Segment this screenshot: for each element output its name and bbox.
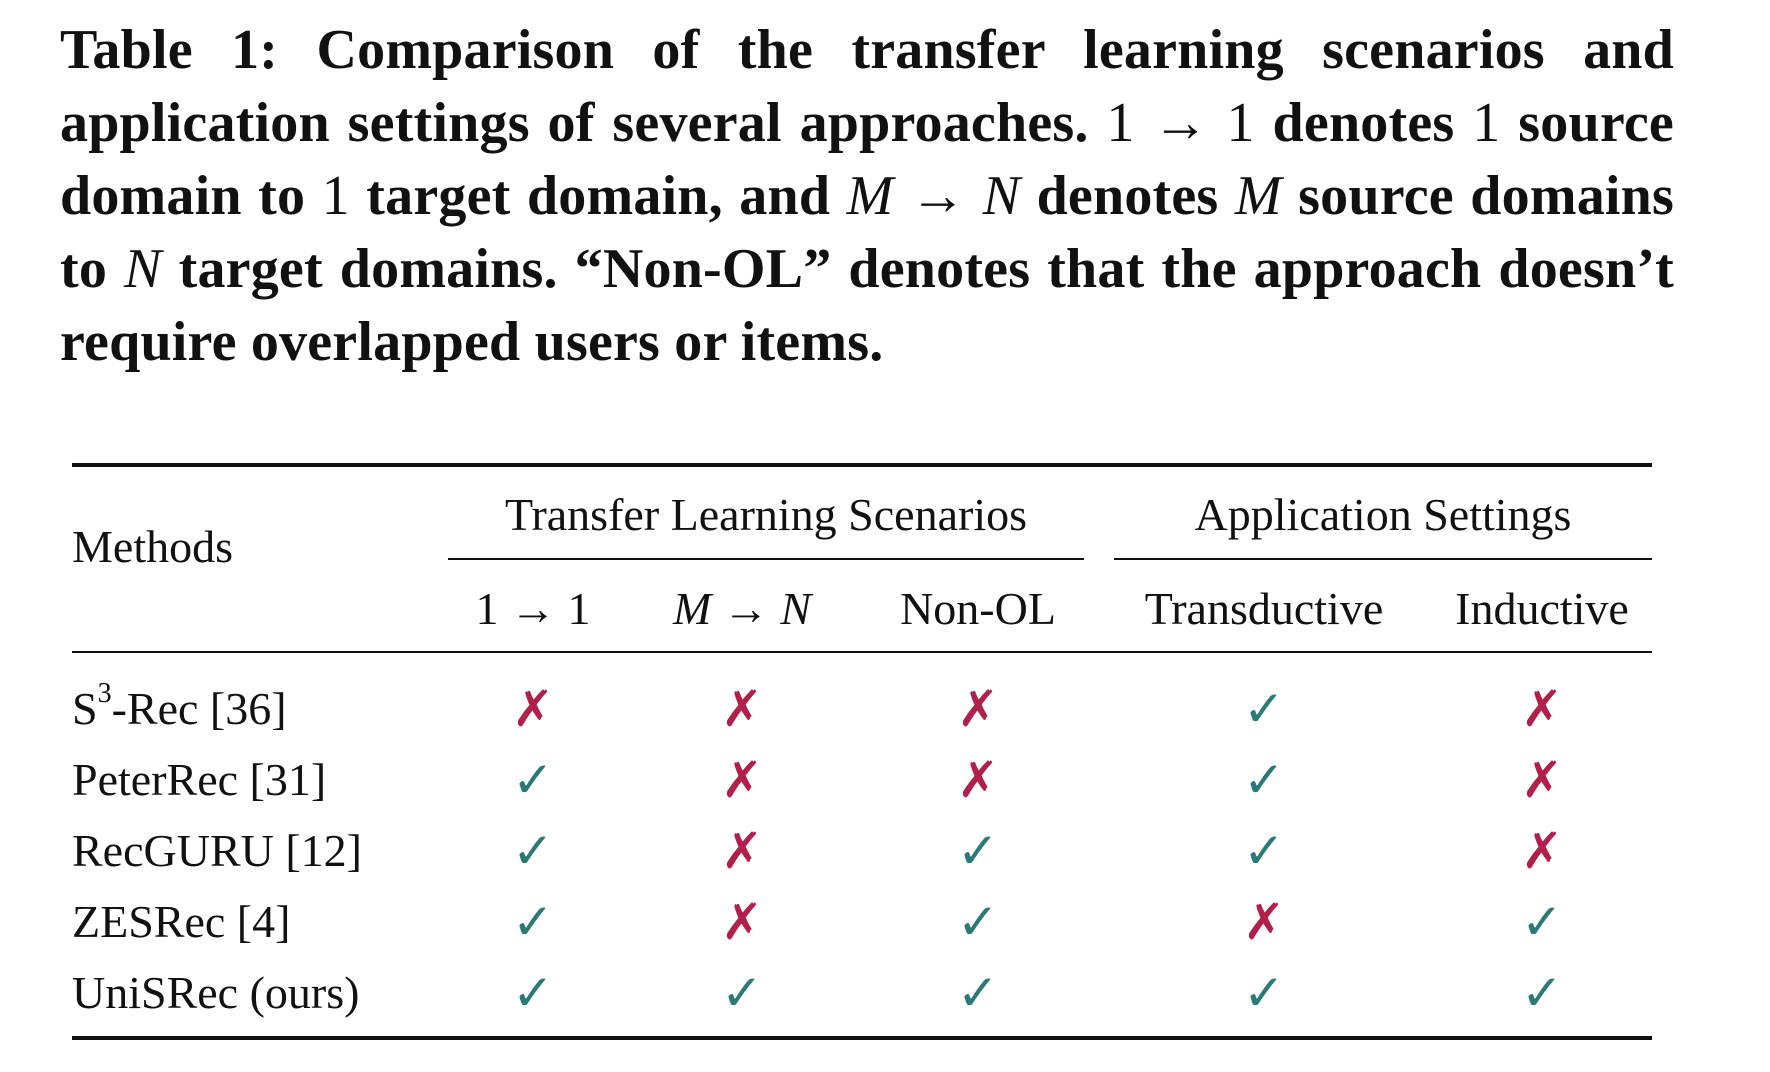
method-s3rec xyxy=(72,677,287,737)
method-peterrec: PeterRec [31] xyxy=(72,754,327,805)
caption-text: target domain, and xyxy=(349,165,847,227)
comparison-table xyxy=(72,463,1652,1043)
caption-text: denotes xyxy=(1254,92,1473,154)
cross-icon: ✗ xyxy=(957,680,999,738)
caption-math: 1 xyxy=(321,165,350,227)
check-icon: ✓ xyxy=(512,964,554,1022)
col-inductive-header: Inductive xyxy=(1455,583,1629,634)
caption-math: N xyxy=(124,238,162,300)
check-icon: ✓ xyxy=(512,822,554,880)
application-settings-header: Application Settings xyxy=(1194,489,1572,540)
check-icon: ✓ xyxy=(1243,751,1285,809)
table-header-rule xyxy=(72,651,1652,653)
check-icon: ✓ xyxy=(1521,893,1563,951)
col-mton-arrow: → xyxy=(711,583,781,634)
cross-icon: ✗ xyxy=(1521,751,1563,809)
transfer-group-rule xyxy=(448,558,1084,560)
check-icon: ✓ xyxy=(957,822,999,880)
method-zesrec: ZESRec [4] xyxy=(72,896,291,947)
table-bottom-rule xyxy=(72,1036,1652,1040)
method-superscript: 3 xyxy=(97,677,112,709)
col-mton-m: M xyxy=(672,583,712,634)
check-icon: ✓ xyxy=(1521,964,1563,1022)
col-nonol-header: Non-OL xyxy=(900,583,1056,634)
col-mton-n: N xyxy=(780,583,811,634)
application-group-rule xyxy=(1114,558,1652,560)
caption-text: denotes xyxy=(1020,165,1235,227)
cross-icon: ✗ xyxy=(957,751,999,809)
methods-header: Methods xyxy=(72,521,233,572)
cross-icon: ✗ xyxy=(1243,893,1285,951)
check-icon: ✓ xyxy=(721,964,763,1022)
cross-icon: ✗ xyxy=(721,680,763,738)
col-transductive-header: Transductive xyxy=(1144,583,1384,634)
method-recguru: RecGURU [12] xyxy=(72,825,362,876)
method-unisrec: UniSRec (ours) xyxy=(72,967,360,1018)
check-icon: ✓ xyxy=(512,751,554,809)
col-1to1-header: 1 → 1 xyxy=(475,583,591,634)
check-icon: ✓ xyxy=(1243,822,1285,880)
caption-text: source domains to xyxy=(60,165,1674,300)
table-top-rule xyxy=(72,463,1652,467)
caption-text: Table 1: Comparison of the transfer learning scenarios and application settings of several approaches. xyxy=(60,19,1674,154)
caption-text: target domains. “Non-OL” denotes that the approach doesn’t require overlapped users or items. xyxy=(60,238,1675,373)
cross-icon: ✗ xyxy=(721,822,763,880)
caption-text: source domain to xyxy=(60,92,1674,227)
col-mton-header xyxy=(632,581,852,637)
check-icon: ✓ xyxy=(957,964,999,1022)
caption-math: M xyxy=(1234,165,1282,227)
cross-icon: ✗ xyxy=(1521,822,1563,880)
check-icon: ✓ xyxy=(957,893,999,951)
caption-math: 1 → 1 xyxy=(1106,92,1255,154)
caption-math: M → N xyxy=(846,165,1021,227)
check-icon: ✓ xyxy=(1243,680,1285,738)
check-icon: ✓ xyxy=(512,893,554,951)
cross-icon: ✗ xyxy=(1521,680,1563,738)
cross-icon: ✗ xyxy=(721,893,763,951)
method-base: S xyxy=(72,683,98,734)
method-rest: -Rec [36] xyxy=(111,683,287,734)
table-caption xyxy=(60,14,1674,379)
check-icon: ✓ xyxy=(1243,964,1285,1022)
cross-icon: ✗ xyxy=(721,751,763,809)
transfer-learning-header: Transfer Learning Scenarios xyxy=(504,489,1028,540)
caption-math: 1 xyxy=(1472,92,1501,154)
cross-icon: ✗ xyxy=(512,680,554,738)
